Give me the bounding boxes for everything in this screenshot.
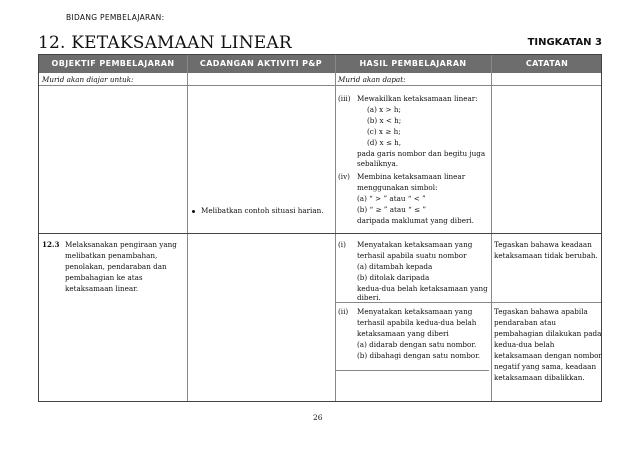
item-number: (ii): [338, 307, 349, 316]
outcome-text: menggunakan simbol:: [357, 183, 438, 192]
objective-text: Melaksanakan pengiraan yang: [65, 240, 177, 249]
outcome-subitem: (a) x > h;: [367, 105, 401, 114]
outcome-text: sebaliknya.: [357, 159, 399, 168]
note-text: ketaksamaan dengan nombor: [494, 351, 602, 360]
outcome-subitem: (b) x < h;: [367, 116, 402, 125]
col-outcome-header: HASIL PEMBELAJARAN: [359, 59, 467, 68]
page-title: 12. KETAKSAMAAN LINEAR: [38, 33, 292, 53]
outcome-subitem: (a) didarab dengan satu nombor.: [357, 340, 477, 349]
form-level: TINGKATAN 3: [527, 37, 602, 48]
item-number: (iii): [338, 94, 351, 103]
note-text: pembahagian dilakukan pada: [494, 329, 602, 338]
row-divider: [39, 85, 601, 86]
note-text: ketaksamaan dibalikkan.: [494, 373, 585, 382]
note-text: ketaksamaan tidak berubah.: [494, 251, 598, 260]
outcome-text: Menyatakan ketaksamaan yang: [357, 307, 473, 316]
note-text: kedua-dua belah: [494, 340, 555, 349]
note-text: pendaraban atau: [494, 318, 556, 327]
note-text: Tegaskan bahawa apabila: [494, 307, 588, 316]
row-divider: [39, 233, 601, 234]
page-number: 26: [313, 413, 323, 422]
bullet-icon: [192, 210, 195, 213]
objective-text: ketaksamaan linear.: [65, 284, 139, 293]
col-activity-header: CADANGAN AKTIVITI P&P: [199, 59, 323, 68]
objective-intro: Murid akan diajar untuk:: [42, 75, 134, 84]
column-divider: [491, 55, 492, 401]
outcome-text: daripada maklumat yang diberi.: [357, 216, 474, 225]
note-text: negatif yang sama, keadaan: [494, 362, 597, 371]
item-number: (iv): [338, 172, 350, 181]
outcome-text: diberi.: [357, 293, 381, 302]
row-divider: [335, 370, 489, 371]
activity-text: Melibatkan contoh situasi harian.: [201, 206, 324, 215]
col-notes-header: CATATAN: [525, 59, 569, 68]
item-number: (i): [338, 240, 346, 249]
outcome-text: terhasil apabila suatu nombor: [357, 251, 467, 260]
outcome-subitem: (a) “ > ” atau “ < ”: [357, 194, 426, 203]
objective-text: penolakan, pendaraban dan: [65, 262, 167, 271]
syllabus-table: [38, 54, 602, 402]
outcome-text: terhasil apabila kedua-dua belah: [357, 318, 477, 327]
objective-number: 12.3: [42, 240, 60, 249]
col-objective-header: OBJEKTIF PEMBELAJARAN: [51, 59, 175, 68]
table-header: [39, 55, 601, 73]
outcome-subitem: (a) ditambah kepada: [357, 262, 433, 271]
outcome-text: kedua-dua belah ketaksamaan yang: [357, 284, 488, 293]
outcome-text: Menyatakan ketaksamaan yang: [357, 240, 473, 249]
outcome-text: Mewakilkan ketaksamaan linear:: [357, 94, 478, 103]
outcome-text: Membina ketaksamaan linear: [357, 172, 466, 181]
outcome-subitem: (b) ditolak daripada: [357, 273, 430, 282]
note-text: Tegaskan bahawa keadaan: [494, 240, 592, 249]
outcome-intro: Murid akan dapat:: [338, 75, 406, 84]
learning-area-label: BIDANG PEMBELAJARAN:: [66, 13, 165, 22]
column-divider: [187, 55, 188, 401]
objective-text: pembahagian ke atas: [65, 273, 143, 282]
outcome-text: ketaksamaan yang diberi: [357, 329, 449, 338]
outcome-subitem: (c) x ≥ h;: [367, 127, 401, 136]
outcome-subitem: (b) “ ≥ ” atau “ ≤ ”: [357, 205, 427, 214]
objective-text: melibatkan penambahan,: [65, 251, 158, 260]
outcome-text: pada garis nombor dan begitu juga: [357, 149, 486, 158]
column-divider: [335, 55, 336, 401]
outcome-subitem: (b) dibahagi dengan satu nombor.: [357, 351, 481, 360]
outcome-subitem: (d) x ≤ h,: [367, 138, 402, 147]
